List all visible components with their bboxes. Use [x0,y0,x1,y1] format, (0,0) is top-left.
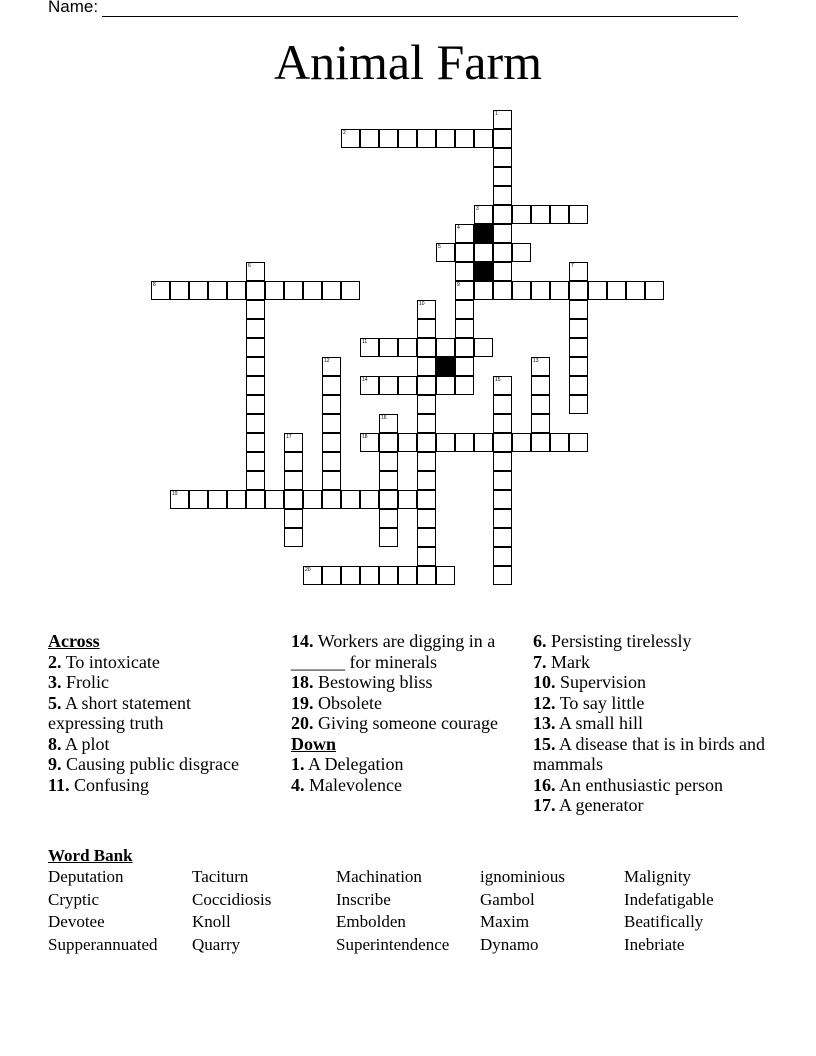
grid-cell[interactable] [550,281,569,300]
grid-cell[interactable] [417,433,436,452]
grid-cell[interactable] [246,395,265,414]
grid-cell[interactable] [493,167,512,186]
grid-cell[interactable] [569,433,588,452]
clue-column-3 [533,631,773,816]
word-bank-item: Quarry [192,935,241,955]
grid-cell[interactable] [246,300,265,319]
word-bank-item: Maxim [480,912,530,932]
grid-cell[interactable] [436,338,455,357]
grid-number-17: 17 [286,434,292,440]
grid-number-6: 6 [248,263,251,269]
grid-cell[interactable] [626,281,645,300]
grid-cell[interactable] [493,433,512,452]
grid-cell[interactable] [455,300,474,319]
grid-cell[interactable] [531,281,550,300]
clue-down-17: 17. A generator [533,795,644,815]
grid-cell[interactable] [246,414,265,433]
word-bank-item: Gambol [480,889,535,909]
grid-cell[interactable] [550,205,569,224]
black-cell [474,224,493,243]
grid-cell[interactable] [531,395,550,414]
grid-cell[interactable] [474,129,493,148]
clue-down-13: 13. A small hill [533,713,644,733]
grid-cell[interactable] [569,338,588,357]
clue-down-7: 7. Mark [533,651,590,672]
grid-cell[interactable] [360,490,379,509]
grid-cell[interactable] [493,205,512,224]
word-bank-item: ignominious [480,867,566,886]
clue-across-20: 20. Giving someone courage [291,713,498,733]
grid-cell[interactable] [398,129,417,148]
grid-cell[interactable] [417,528,436,547]
grid-number-14: 14 [362,377,368,383]
grid-cell[interactable] [455,357,474,376]
grid-cell[interactable] [512,243,531,262]
grid-cell[interactable] [322,490,341,509]
grid-cell[interactable] [398,490,417,509]
grid-cell[interactable] [284,490,303,509]
grid-cell[interactable] [417,414,436,433]
grid-cell[interactable] [341,281,360,300]
grid-cell[interactable] [379,509,398,528]
clue-across-11: 11. Confusing [48,774,150,795]
grid-cell[interactable] [493,186,512,205]
grid-cell[interactable] [512,281,531,300]
clue-across-19: 19. Obsolete [291,692,382,713]
grid-cell[interactable] [398,376,417,395]
black-cell [436,357,455,376]
grid-cell[interactable] [246,376,265,395]
grid-cell[interactable] [588,281,607,300]
grid-cell[interactable] [493,281,512,300]
grid-cell[interactable] [246,452,265,471]
grid-cell[interactable] [322,395,341,414]
word-bank-heading: Word Bank [48,846,133,865]
word-bank-item: Dynamo [480,935,539,955]
grid-cell[interactable] [284,528,303,547]
grid-cell[interactable] [265,490,284,509]
grid-cell[interactable] [398,338,417,357]
grid-cell[interactable] [379,490,398,509]
grid-cell[interactable] [246,433,265,452]
grid-cell[interactable] [322,566,341,585]
grid-number-9: 9 [457,282,460,288]
grid-cell[interactable] [493,490,512,509]
grid-cell[interactable] [322,452,341,471]
clue-down-10: 10. Supervision [533,672,647,692]
grid-cell[interactable] [531,433,550,452]
grid-cell[interactable] [531,376,550,395]
grid-cell[interactable] [303,281,322,300]
grid-cell[interactable] [398,433,417,452]
grid-cell[interactable] [208,490,227,509]
grid-cell[interactable] [379,129,398,148]
grid-cell[interactable] [531,414,550,433]
grid-cell[interactable] [227,490,246,509]
grid-number-3: 3 [476,206,479,212]
clue-across-9: 9. Causing public disgrace [48,754,239,774]
grid-cell[interactable] [246,471,265,490]
grid-cell[interactable] [436,376,455,395]
grid-cell[interactable] [379,471,398,490]
word-bank-item: Devotee [48,912,105,932]
word-bank-item: Supperannuated [48,935,158,955]
grid-cell[interactable] [284,509,303,528]
clue-down-16: 16. An enthusiastic person [533,774,723,795]
name-line[interactable] [102,2,738,17]
grid-cell[interactable] [246,490,265,509]
grid-cell[interactable] [550,433,569,452]
grid-cell[interactable] [417,357,436,376]
grid-cell[interactable] [379,338,398,357]
grid-cell[interactable] [417,319,436,338]
grid-cell[interactable] [531,205,550,224]
grid-cell[interactable] [303,490,322,509]
grid-cell[interactable] [170,281,189,300]
word-bank-item: Deputation [48,867,124,886]
grid-cell[interactable] [493,566,512,585]
grid-cell[interactable] [436,129,455,148]
word-bank-item: Knoll [192,912,231,932]
grid-number-13: 13 [533,358,539,364]
grid-number-2: 2 [343,130,346,136]
grid-cell[interactable] [246,338,265,357]
grid-number-11: 11 [362,339,368,345]
clue-across-5: 5. A short statement expressing truth [48,692,191,733]
grid-cell[interactable] [417,509,436,528]
grid-cell[interactable] [455,433,474,452]
grid-cell[interactable] [455,243,474,262]
grid-cell[interactable] [493,243,512,262]
word-bank-item: Inscribe [336,889,391,909]
grid-number-10: 10 [419,301,425,307]
grid-number-12: 12 [324,358,330,364]
grid-cell[interactable] [189,281,208,300]
word-bank-item: Indefatigable [624,889,714,909]
word-bank [48,867,768,958]
grid-cell[interactable] [493,262,512,281]
grid-cell[interactable] [341,490,360,509]
grid-cell[interactable] [322,471,341,490]
word-bank-item: Inebriate [624,935,685,955]
grid-cell[interactable] [246,357,265,376]
grid-cell[interactable] [322,433,341,452]
grid-cell[interactable] [493,148,512,167]
grid-cell[interactable] [246,281,265,300]
grid-cell[interactable] [645,281,664,300]
grid-cell[interactable] [284,281,303,300]
grid-cell[interactable] [265,281,284,300]
grid-cell[interactable] [379,452,398,471]
grid-cell[interactable] [284,471,303,490]
grid-cell[interactable] [569,205,588,224]
grid-cell[interactable] [474,281,493,300]
grid-cell[interactable] [474,433,493,452]
clue-down-4: 4. Malevolence [291,774,402,795]
grid-number-20: 20 [305,567,311,573]
grid-number-16: 16 [381,415,387,421]
grid-cell[interactable] [493,395,512,414]
word-bank-item: Embolden [336,912,406,932]
grid-cell[interactable] [493,509,512,528]
grid-cell[interactable] [607,281,626,300]
down-heading: Down [291,733,337,754]
grid-cell[interactable] [474,338,493,357]
grid-cell[interactable] [569,319,588,338]
clue-across-18: 18. Bestowing bliss [291,672,433,692]
word-bank-item: Superintendence [336,935,450,955]
grid-cell[interactable] [417,452,436,471]
grid-cell[interactable] [436,433,455,452]
grid-cell[interactable] [398,566,417,585]
clue-across-3: 3. Frolic [48,672,109,692]
grid-cell[interactable] [512,433,531,452]
word-bank-item: Coccidiosis [192,889,272,909]
grid-cell[interactable] [493,452,512,471]
grid-cell[interactable] [493,129,512,148]
clue-column-2 [291,631,516,795]
grid-cell[interactable] [360,129,379,148]
grid-cell[interactable] [512,205,531,224]
grid-cell[interactable] [493,547,512,566]
grid-number-15: 15 [495,377,501,383]
word-bank-item: Malignity [624,867,692,886]
grid-cell[interactable] [417,129,436,148]
grid-cell[interactable] [417,490,436,509]
grid-cell[interactable] [227,281,246,300]
across-heading: Across [48,631,100,651]
grid-cell[interactable] [569,376,588,395]
grid-number-7: 7 [571,263,574,269]
clue-column-1 [48,631,248,795]
grid-cell[interactable] [569,357,588,376]
name-field [48,0,738,17]
grid-cell[interactable] [436,566,455,585]
clue-across-14: 14. Workers are digging in a ______ for minerals [291,631,496,672]
grid-cell[interactable] [455,376,474,395]
grid-cell[interactable] [455,319,474,338]
word-bank-item: Cryptic [48,889,99,909]
grid-cell[interactable] [455,262,474,281]
grid-cell[interactable] [417,566,436,585]
grid-cell[interactable] [417,338,436,357]
grid-number-19: 19 [172,491,178,497]
grid-cell[interactable] [322,281,341,300]
grid-cell[interactable] [417,471,436,490]
word-bank-item: Taciturn [192,867,249,886]
grid-number-1: 1 [495,111,498,117]
clue-across-2: 2. To intoxicate [48,651,160,672]
clue-down-12: 12. To say little [533,692,645,713]
grid-cell[interactable] [322,376,341,395]
grid-cell[interactable] [379,433,398,452]
grid-cell[interactable] [417,395,436,414]
black-cell [474,262,493,281]
clue-down-1: 1. A Delegation [291,754,404,774]
grid-cell[interactable] [569,281,588,300]
grid-number-18: 18 [362,434,368,440]
grid-cell[interactable] [208,281,227,300]
grid-cell[interactable] [569,300,588,319]
grid-cell[interactable] [493,414,512,433]
grid-cell[interactable] [455,129,474,148]
name-label: Name: [48,0,99,16]
word-bank-item: Machination [336,867,422,886]
grid-cell[interactable] [322,414,341,433]
grid-cell[interactable] [417,547,436,566]
grid-cell[interactable] [341,566,360,585]
page-title: Animal Farm [273,34,543,90]
clue-across-8: 8. A plot [48,733,110,754]
clue-down-6: 6. Persisting tirelessly [533,631,692,651]
grid-cell[interactable] [417,376,436,395]
grid-cell[interactable] [284,452,303,471]
grid-number-4: 4 [457,225,460,231]
grid-cell[interactable] [569,395,588,414]
word-bank-item: Beatifically [624,912,704,932]
grid-cell[interactable] [493,528,512,547]
grid-number-8: 8 [153,282,156,288]
grid-cell[interactable] [246,319,265,338]
grid-cell[interactable] [493,471,512,490]
grid-cell[interactable] [474,243,493,262]
grid-number-5: 5 [438,244,441,250]
grid-cell[interactable] [455,338,474,357]
grid-cell[interactable] [493,224,512,243]
grid-cell[interactable] [379,566,398,585]
grid-cell[interactable] [379,528,398,547]
grid-cell[interactable] [189,490,208,509]
grid-cell[interactable] [360,566,379,585]
grid-cell[interactable] [379,376,398,395]
clue-down-15: 15. A disease that is in birds and mammals [533,733,765,774]
